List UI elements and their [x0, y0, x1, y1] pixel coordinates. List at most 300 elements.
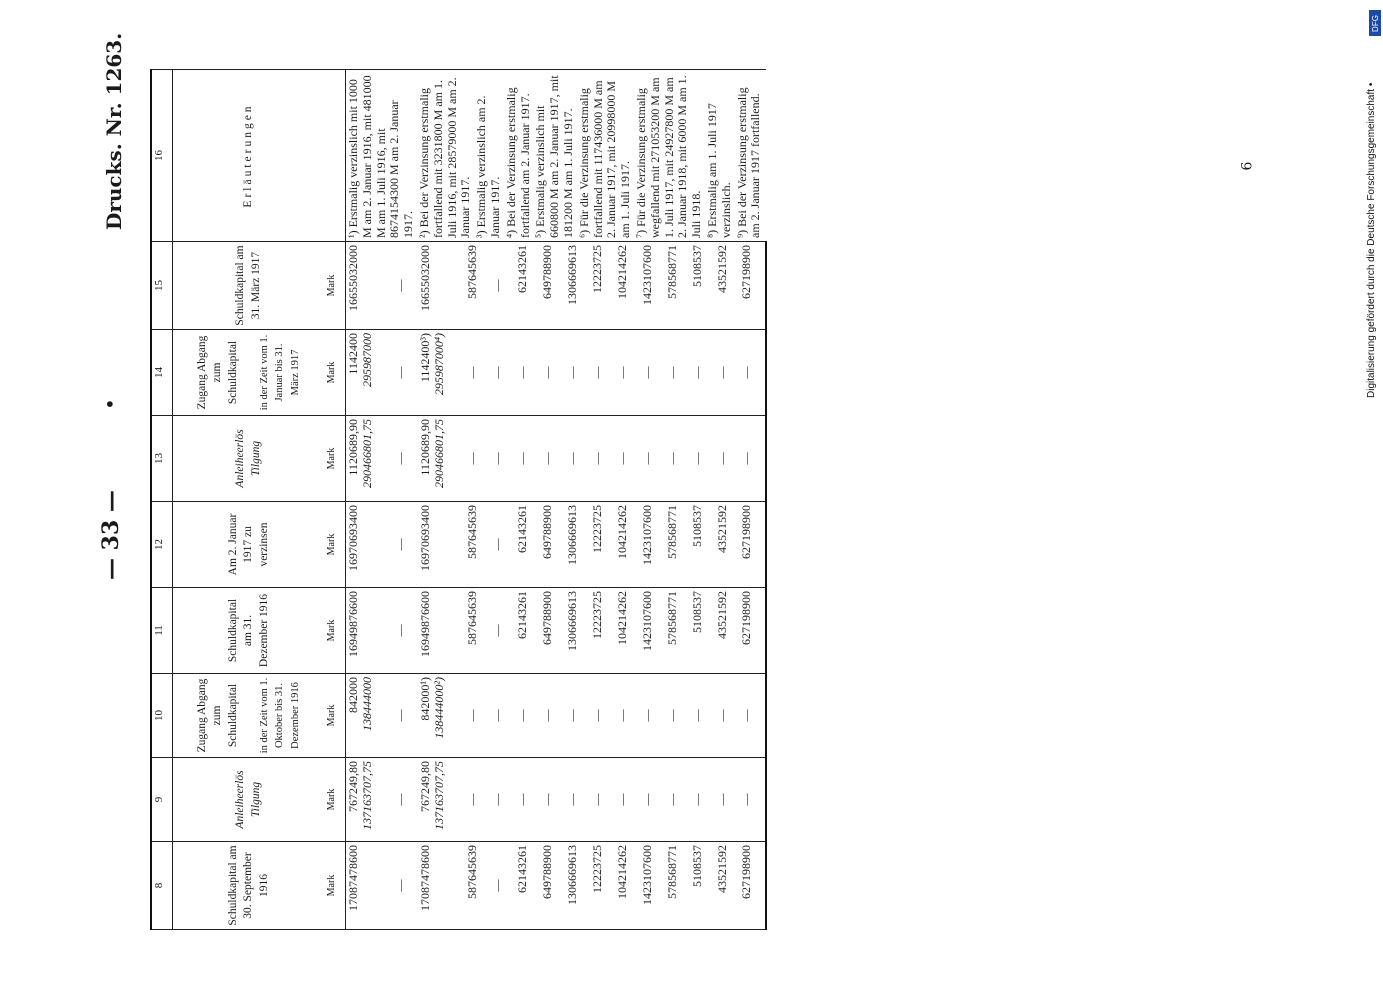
table-cell [739, 502, 766, 588]
header-cell: Schuldkapital am 31. März 1917 [173, 242, 326, 330]
cell-value: — [714, 452, 729, 465]
table-cell [565, 502, 590, 588]
unit-label-empty [325, 70, 346, 242]
table-cell [540, 502, 565, 588]
cell-value: 16970693400 [418, 505, 433, 571]
table-body [346, 70, 767, 930]
table-cell [515, 674, 540, 758]
cell-value: 12223725 [589, 845, 604, 893]
table-cell [540, 588, 565, 674]
cell-value: 43521592 [714, 591, 729, 639]
cell-value-secondary: 138444000²) [431, 677, 446, 739]
col-num: 16 [151, 70, 173, 242]
table-cell [590, 842, 615, 930]
cell-value: — [393, 709, 408, 722]
cell-value: 16949876600 [418, 591, 433, 657]
table-cell [615, 842, 640, 930]
table-cell [665, 330, 690, 416]
cell-value-secondary: 295987000 [359, 333, 374, 387]
cell-value: 104214262 [614, 245, 629, 299]
table-cell [515, 242, 540, 330]
cell-value: — [689, 793, 704, 806]
cell-value: 104214262 [614, 591, 629, 645]
digitization-credit-text: Digitalisierung gefördert durch die Deutsche Forschungsgemeinschaft • [1366, 82, 1377, 398]
table-cell [393, 674, 418, 758]
table-cell [615, 502, 640, 588]
cell-value: — [614, 793, 629, 806]
cell-value: — [639, 709, 654, 722]
cell-value: — [464, 709, 479, 722]
cell-value: 5108537 [689, 591, 704, 633]
cell-value: — [489, 279, 504, 292]
cell-value: 62143261 [514, 591, 529, 639]
table-cell [690, 588, 715, 674]
cell-value: — [714, 366, 729, 379]
table-cell [615, 674, 640, 758]
digitization-credit [1366, 8, 1382, 998]
header-cell [173, 416, 326, 502]
cell-value: 62143261 [514, 245, 529, 293]
table-cell [640, 674, 665, 758]
cell-value: — [393, 879, 408, 892]
table-cell [665, 842, 690, 930]
column-header-row [173, 70, 326, 930]
table-cell [540, 330, 565, 416]
table-cell [393, 330, 418, 416]
cell-value: 842000¹) [418, 677, 433, 721]
header-cell: Schuldkapital am 30. September 1916 [173, 842, 326, 930]
table-cell [490, 242, 515, 330]
table-cell [565, 758, 590, 842]
table-cell [739, 758, 766, 842]
cell-value: 1306669613 [564, 845, 579, 905]
table-cell [515, 416, 540, 502]
cell-value: 12223725 [589, 591, 604, 639]
table-cell [640, 502, 665, 588]
table-row [346, 70, 394, 930]
table-cell [515, 330, 540, 416]
cell-value: — [489, 793, 504, 806]
table-cell [739, 416, 766, 502]
unit-label: Mark [325, 502, 346, 588]
debt-capital-table [150, 69, 767, 930]
column-number-row [151, 70, 173, 930]
cell-value: — [739, 793, 754, 806]
table-cell [346, 416, 394, 502]
cell-value: 767249,80 [418, 761, 433, 812]
cell-value: 1306669613 [564, 591, 579, 651]
col-num: 10 [151, 674, 173, 758]
cell-value: — [664, 793, 679, 806]
footnote: ¹) Erstmalig verzinslich mit 1000 M am 2. Januar 1916, mit 481000 M am 1. Juli 1916, mit 8674154300 M am 2. Januar 1917. [346, 75, 416, 238]
cell-value: 1120689,90 [418, 419, 433, 476]
table-cell [418, 416, 465, 502]
table-cell [690, 758, 715, 842]
cell-value: 578568771 [664, 591, 679, 645]
cell-value: — [489, 709, 504, 722]
table-cell [590, 242, 615, 330]
cell-value: — [489, 452, 504, 465]
cell-value: 1423107600 [639, 505, 654, 565]
cell-value: — [393, 624, 408, 637]
header-cell: Schuldkapital am 31. Dezember 1916 [173, 588, 326, 674]
table-cell [715, 674, 740, 758]
cell-value: 1142400 [346, 333, 360, 375]
footnote: ²) Bei der Verzinsung erstmalig fortfallend mit 3231800 M am 1. Juli 1916, mit 28579000 M am 2. Januar 1917. [416, 77, 473, 238]
table-cell [715, 588, 740, 674]
cell-value: 5108537 [689, 845, 704, 887]
cell-value: — [539, 793, 554, 806]
table-cell [465, 588, 490, 674]
table-cell [615, 330, 640, 416]
cell-value: 43521592 [714, 505, 729, 553]
table-cell [690, 242, 715, 330]
col-num: 11 [151, 588, 173, 674]
footnote: ⁷) Für die Verzinsung erstmalig wegfallend mit 271053200 M am 1. Juli 1917, mit 24927800 M am 2. Januar 1918, mit 6000 M am 1. Juli 1918. [633, 75, 704, 238]
header-cell [173, 758, 326, 842]
table-cell [640, 416, 665, 502]
cell-value: 16949876600 [346, 591, 360, 657]
table-cell [540, 758, 565, 842]
table-cell [590, 330, 615, 416]
table-cell [515, 842, 540, 930]
cell-value: — [564, 709, 579, 722]
cell-value: — [489, 879, 504, 892]
cell-value: — [393, 538, 408, 551]
table-cell [690, 502, 715, 588]
cell-value: — [514, 366, 529, 379]
table-cell [490, 758, 515, 842]
cell-value: 62143261 [514, 505, 529, 553]
table-cell [715, 330, 740, 416]
table-cell [490, 502, 515, 588]
table-cell [715, 758, 740, 842]
table-cell [590, 502, 615, 588]
table-cell [590, 588, 615, 674]
table-cell [590, 758, 615, 842]
cell-value-secondary: 137163707,75 [431, 761, 446, 830]
table-cell [665, 758, 690, 842]
cell-value: 16655032000 [418, 245, 433, 311]
unit-label: Mark [325, 330, 346, 416]
table-cell [665, 588, 690, 674]
table-cell [490, 330, 515, 416]
cell-value: 627198900 [739, 591, 754, 645]
cell-value: 578568771 [664, 845, 679, 899]
cell-value: 62143261 [514, 845, 529, 893]
table-cell [615, 416, 640, 502]
table-cell [565, 330, 590, 416]
table-cell [346, 330, 394, 416]
cell-value: — [714, 793, 729, 806]
cell-value: — [714, 709, 729, 722]
table-cell [739, 242, 766, 330]
cell-value: — [589, 452, 604, 465]
col-num: 15 [151, 242, 173, 330]
unit-label: Mark [325, 842, 346, 930]
footnote: ⁸) Erstmalig am 1. Juli 1917 verzinslich. [704, 103, 733, 238]
unit-label: Mark [325, 588, 346, 674]
cell-value: 12223725 [589, 505, 604, 553]
cell-value: — [689, 709, 704, 722]
table-cell [418, 674, 465, 758]
cell-value: — [689, 366, 704, 379]
table-cell [739, 588, 766, 674]
table-cell [665, 242, 690, 330]
cell-value: — [739, 366, 754, 379]
table-cell [490, 416, 515, 502]
cell-value: 649788900 [539, 505, 554, 559]
cell-value: 649788900 [539, 591, 554, 645]
table-cell [465, 674, 490, 758]
cell-value-secondary: 137163707,75 [359, 761, 374, 830]
cell-value: 627198900 [739, 245, 754, 299]
footnote: ⁴) Bei der Verzinsung erstmalig fortfallend am 2. Januar 1917. [503, 87, 532, 238]
footnote: ⁹) Bei der Verzinsung erstmalig am 2. Januar 1917 fortfallend. [734, 87, 763, 238]
cell-value-secondary: 295987000⁴) [431, 333, 446, 396]
cell-value: — [664, 452, 679, 465]
cell-value-secondary: 138444000 [359, 677, 374, 731]
table-cell [615, 242, 640, 330]
cell-value: — [639, 793, 654, 806]
table-cell [418, 330, 465, 416]
period-label: in der Zeit vom 1. Oktober bis 31. Dezember 1916 [258, 677, 301, 754]
table-cell [565, 242, 590, 330]
header-cell [173, 330, 326, 416]
table-cell [590, 416, 615, 502]
cell-value: 587645639 [464, 845, 479, 899]
table-cell [690, 842, 715, 930]
table-cell [393, 758, 418, 842]
table-cell [565, 674, 590, 758]
table-cell [540, 674, 565, 758]
druck-number: Drucks. Nr. 1263. [102, 32, 126, 230]
cell-value: — [393, 366, 408, 379]
header-cell: Am 2. Januar 1917 zu verzinsen [173, 502, 326, 588]
dfg-logo-text: DFG [1370, 14, 1380, 32]
cell-value: — [539, 452, 554, 465]
cell-value: 587645639 [464, 591, 479, 645]
cell-value: — [464, 452, 479, 465]
cell-value: — [639, 366, 654, 379]
unit-row [325, 70, 346, 930]
cell-value: 767249,80 [346, 761, 360, 812]
table-cell [665, 674, 690, 758]
cell-value: — [664, 366, 679, 379]
table-cell [715, 242, 740, 330]
cell-value: 43521592 [714, 845, 729, 893]
table-cell [690, 330, 715, 416]
table-cell [690, 416, 715, 502]
cell-value: — [639, 452, 654, 465]
table-cell [615, 758, 640, 842]
cell-value-secondary: 290466801,75 [431, 419, 446, 488]
table-cell [640, 842, 665, 930]
unit-label: Mark [325, 758, 346, 842]
footnote: ³) Erstmalig verzinslich am 2. Januar 1917. [474, 95, 502, 238]
cell-value: — [589, 366, 604, 379]
cell-value: 1423107600 [639, 591, 654, 651]
cell-value: 587645639 [464, 245, 479, 299]
cell-value: — [564, 366, 579, 379]
cell-value: — [464, 793, 479, 806]
cell-value: — [564, 793, 579, 806]
cell-value: 17087478600 [346, 845, 360, 911]
cell-value: — [539, 709, 554, 722]
table-cell [393, 416, 418, 502]
header-text: Zugang Abgang zum Schuldkapital [195, 335, 239, 410]
table-cell [565, 588, 590, 674]
cell-value: 578568771 [664, 245, 679, 299]
table-cell [346, 242, 394, 330]
cell-value: — [739, 709, 754, 722]
table-cell [346, 502, 394, 588]
cell-value-secondary: 290466801,75 [359, 419, 374, 488]
cell-value: — [614, 709, 629, 722]
cell-value: 1142400³) [418, 333, 433, 383]
cell-value: 627198900 [739, 505, 754, 559]
cell-value: 1306669613 [564, 245, 579, 305]
cell-value: 1306669613 [564, 505, 579, 565]
table-cell [346, 674, 394, 758]
table-cell [393, 242, 418, 330]
col-num: 8 [151, 842, 173, 930]
table-cell [490, 674, 515, 758]
bullet-mark: • [98, 398, 122, 410]
table-cell [640, 588, 665, 674]
cell-value: — [589, 709, 604, 722]
cell-value: 1423107600 [639, 845, 654, 905]
cell-value: 5108537 [689, 505, 704, 547]
cell-value: — [614, 452, 629, 465]
table-cell [540, 842, 565, 930]
cell-value: 16655032000 [346, 245, 360, 311]
table-cell [418, 758, 465, 842]
table-cell [640, 242, 665, 330]
cell-value: — [739, 452, 754, 465]
table-cell [540, 242, 565, 330]
col-num: 9 [151, 758, 173, 842]
table-cell [465, 242, 490, 330]
table-cell [640, 758, 665, 842]
cell-value: — [614, 366, 629, 379]
cell-value: — [489, 366, 504, 379]
header-cell [173, 674, 326, 758]
cell-value: 16970693400 [346, 505, 360, 571]
cell-value: 627198900 [739, 845, 754, 899]
footnote: ⁵) Erstmalig verzinslich mit 660800 M am 2. Januar 1917, mit 181200 M am 1. Juli 1917. [533, 75, 575, 238]
header-text: Anleiheerlös Tilgung [234, 770, 262, 829]
table-cell [418, 502, 465, 588]
cell-value: 5108537 [689, 245, 704, 287]
cell-value: 17087478600 [418, 845, 433, 911]
page-number: — 33 — [98, 490, 124, 580]
header-text: Anleiheerlös Tilgung [234, 429, 262, 488]
header-cell: Erläuterungen [173, 70, 326, 242]
cell-value: — [393, 452, 408, 465]
cell-value: 649788900 [539, 245, 554, 299]
notes-cell [346, 70, 767, 242]
unit-label: Mark [325, 416, 346, 502]
table-cell [565, 416, 590, 502]
table-cell [515, 502, 540, 588]
table-cell [739, 842, 766, 930]
table-cell [418, 842, 465, 930]
table-cell [465, 502, 490, 588]
cell-value: 12223725 [589, 245, 604, 293]
unit-label: Mark [325, 674, 346, 758]
table-cell [640, 330, 665, 416]
cell-value: 587645639 [464, 505, 479, 559]
table-cell [715, 416, 740, 502]
cell-value: — [564, 452, 579, 465]
table-cell [665, 416, 690, 502]
cell-value: — [689, 452, 704, 465]
table-cell [393, 502, 418, 588]
table-cell [465, 330, 490, 416]
cell-value: 578568771 [664, 505, 679, 559]
cell-value: — [489, 624, 504, 637]
cell-value: — [464, 366, 479, 379]
unit-label: Mark [325, 242, 346, 330]
table-cell [465, 416, 490, 502]
cell-value: 842000 [346, 677, 360, 713]
table-cell [465, 758, 490, 842]
cell-value: — [514, 452, 529, 465]
table-cell [418, 588, 465, 674]
col-num: 13 [151, 416, 173, 502]
table-cell [346, 758, 394, 842]
cell-value: — [514, 793, 529, 806]
cell-value: — [393, 793, 408, 806]
cell-value: 104214262 [614, 505, 629, 559]
col-num: 14 [151, 330, 173, 416]
table-cell [739, 330, 766, 416]
table-cell [565, 842, 590, 930]
table-cell [490, 842, 515, 930]
cell-value: 649788900 [539, 845, 554, 899]
table-cell [715, 502, 740, 588]
sheet-mark: 6 [1239, 161, 1256, 171]
table-cell [540, 416, 565, 502]
cell-value: — [589, 793, 604, 806]
table-cell [515, 758, 540, 842]
table-cell [615, 588, 640, 674]
table-cell [515, 588, 540, 674]
table-cell [346, 842, 394, 930]
table-cell [715, 842, 740, 930]
cell-value: — [514, 709, 529, 722]
table-cell [690, 674, 715, 758]
cell-value: 1423107600 [639, 245, 654, 305]
table-cell [393, 842, 418, 930]
table-cell [418, 242, 465, 330]
cell-value: — [489, 538, 504, 551]
cell-value: — [539, 366, 554, 379]
cell-value: — [664, 709, 679, 722]
table-cell [490, 588, 515, 674]
header-text: Zugang Abgang zum Schuldkapital [195, 678, 239, 753]
table-cell [590, 674, 615, 758]
footnote: ⁶) Für die Verzinsung erstmalig fortfallend mit 117436000 M am 2. Januar 1917, mit 20998000 M am 1. Juli 1917. [576, 80, 633, 238]
period-label: in der Zeit vom 1. Januar bis 31. März 1917 [258, 334, 301, 411]
table-cell [665, 502, 690, 588]
cell-value: — [393, 279, 408, 292]
table-cell [346, 588, 394, 674]
cell-value: 104214262 [614, 845, 629, 899]
cell-value: 43521592 [714, 245, 729, 293]
table-cell [393, 588, 418, 674]
